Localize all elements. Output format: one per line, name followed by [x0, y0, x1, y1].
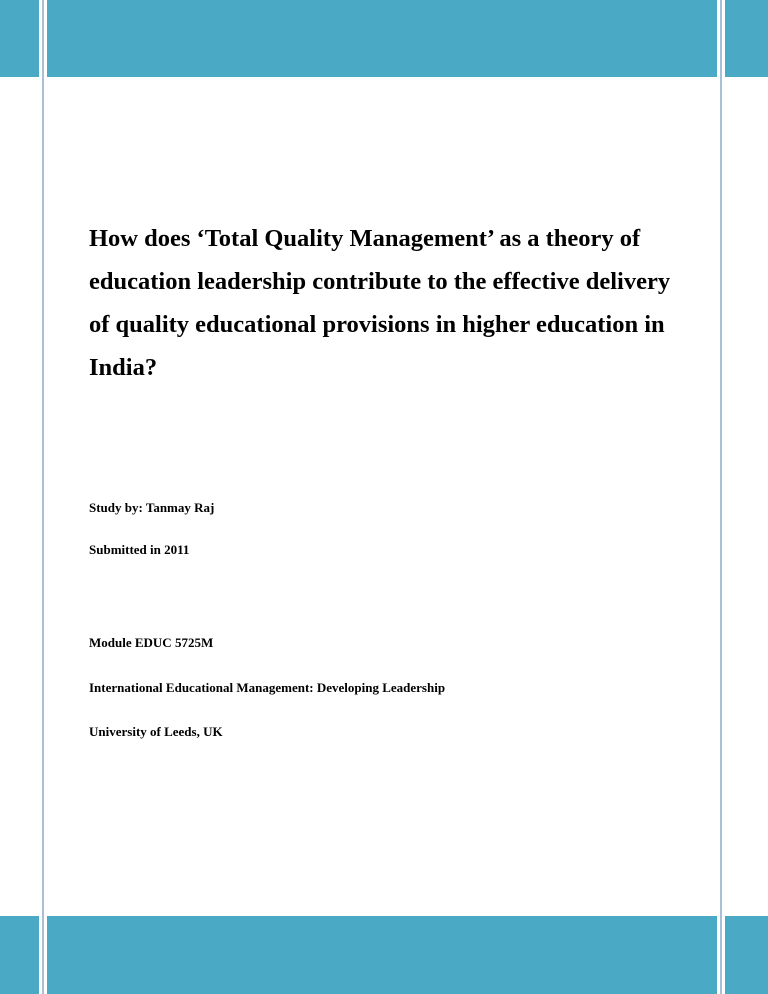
module-code-line: Module EDUC 5725M — [89, 635, 214, 650]
document-title: How does ‘Total Quality Management’ as a theory of education leadership contribute to the effective delivery of quality educational provisions in higher education in India? — [89, 225, 671, 381]
university-line: University of Leeds, UK — [89, 724, 223, 739]
right-margin-rule — [720, 0, 722, 994]
footer-band-left — [0, 916, 39, 994]
header-band — [0, 0, 768, 77]
left-margin-rule — [42, 0, 44, 994]
submission-date-line: Submitted in 2011 — [89, 542, 190, 557]
header-band-center — [47, 0, 717, 77]
header-band-right — [725, 0, 768, 77]
author-line: Study by: Tanmay Raj — [89, 500, 215, 515]
footer-band-center — [47, 916, 717, 994]
header-band-left — [0, 0, 39, 77]
footer-band-right — [725, 916, 768, 994]
course-name-line: International Educational Management: Developing Leadership — [89, 680, 446, 695]
footer-band — [0, 916, 768, 994]
